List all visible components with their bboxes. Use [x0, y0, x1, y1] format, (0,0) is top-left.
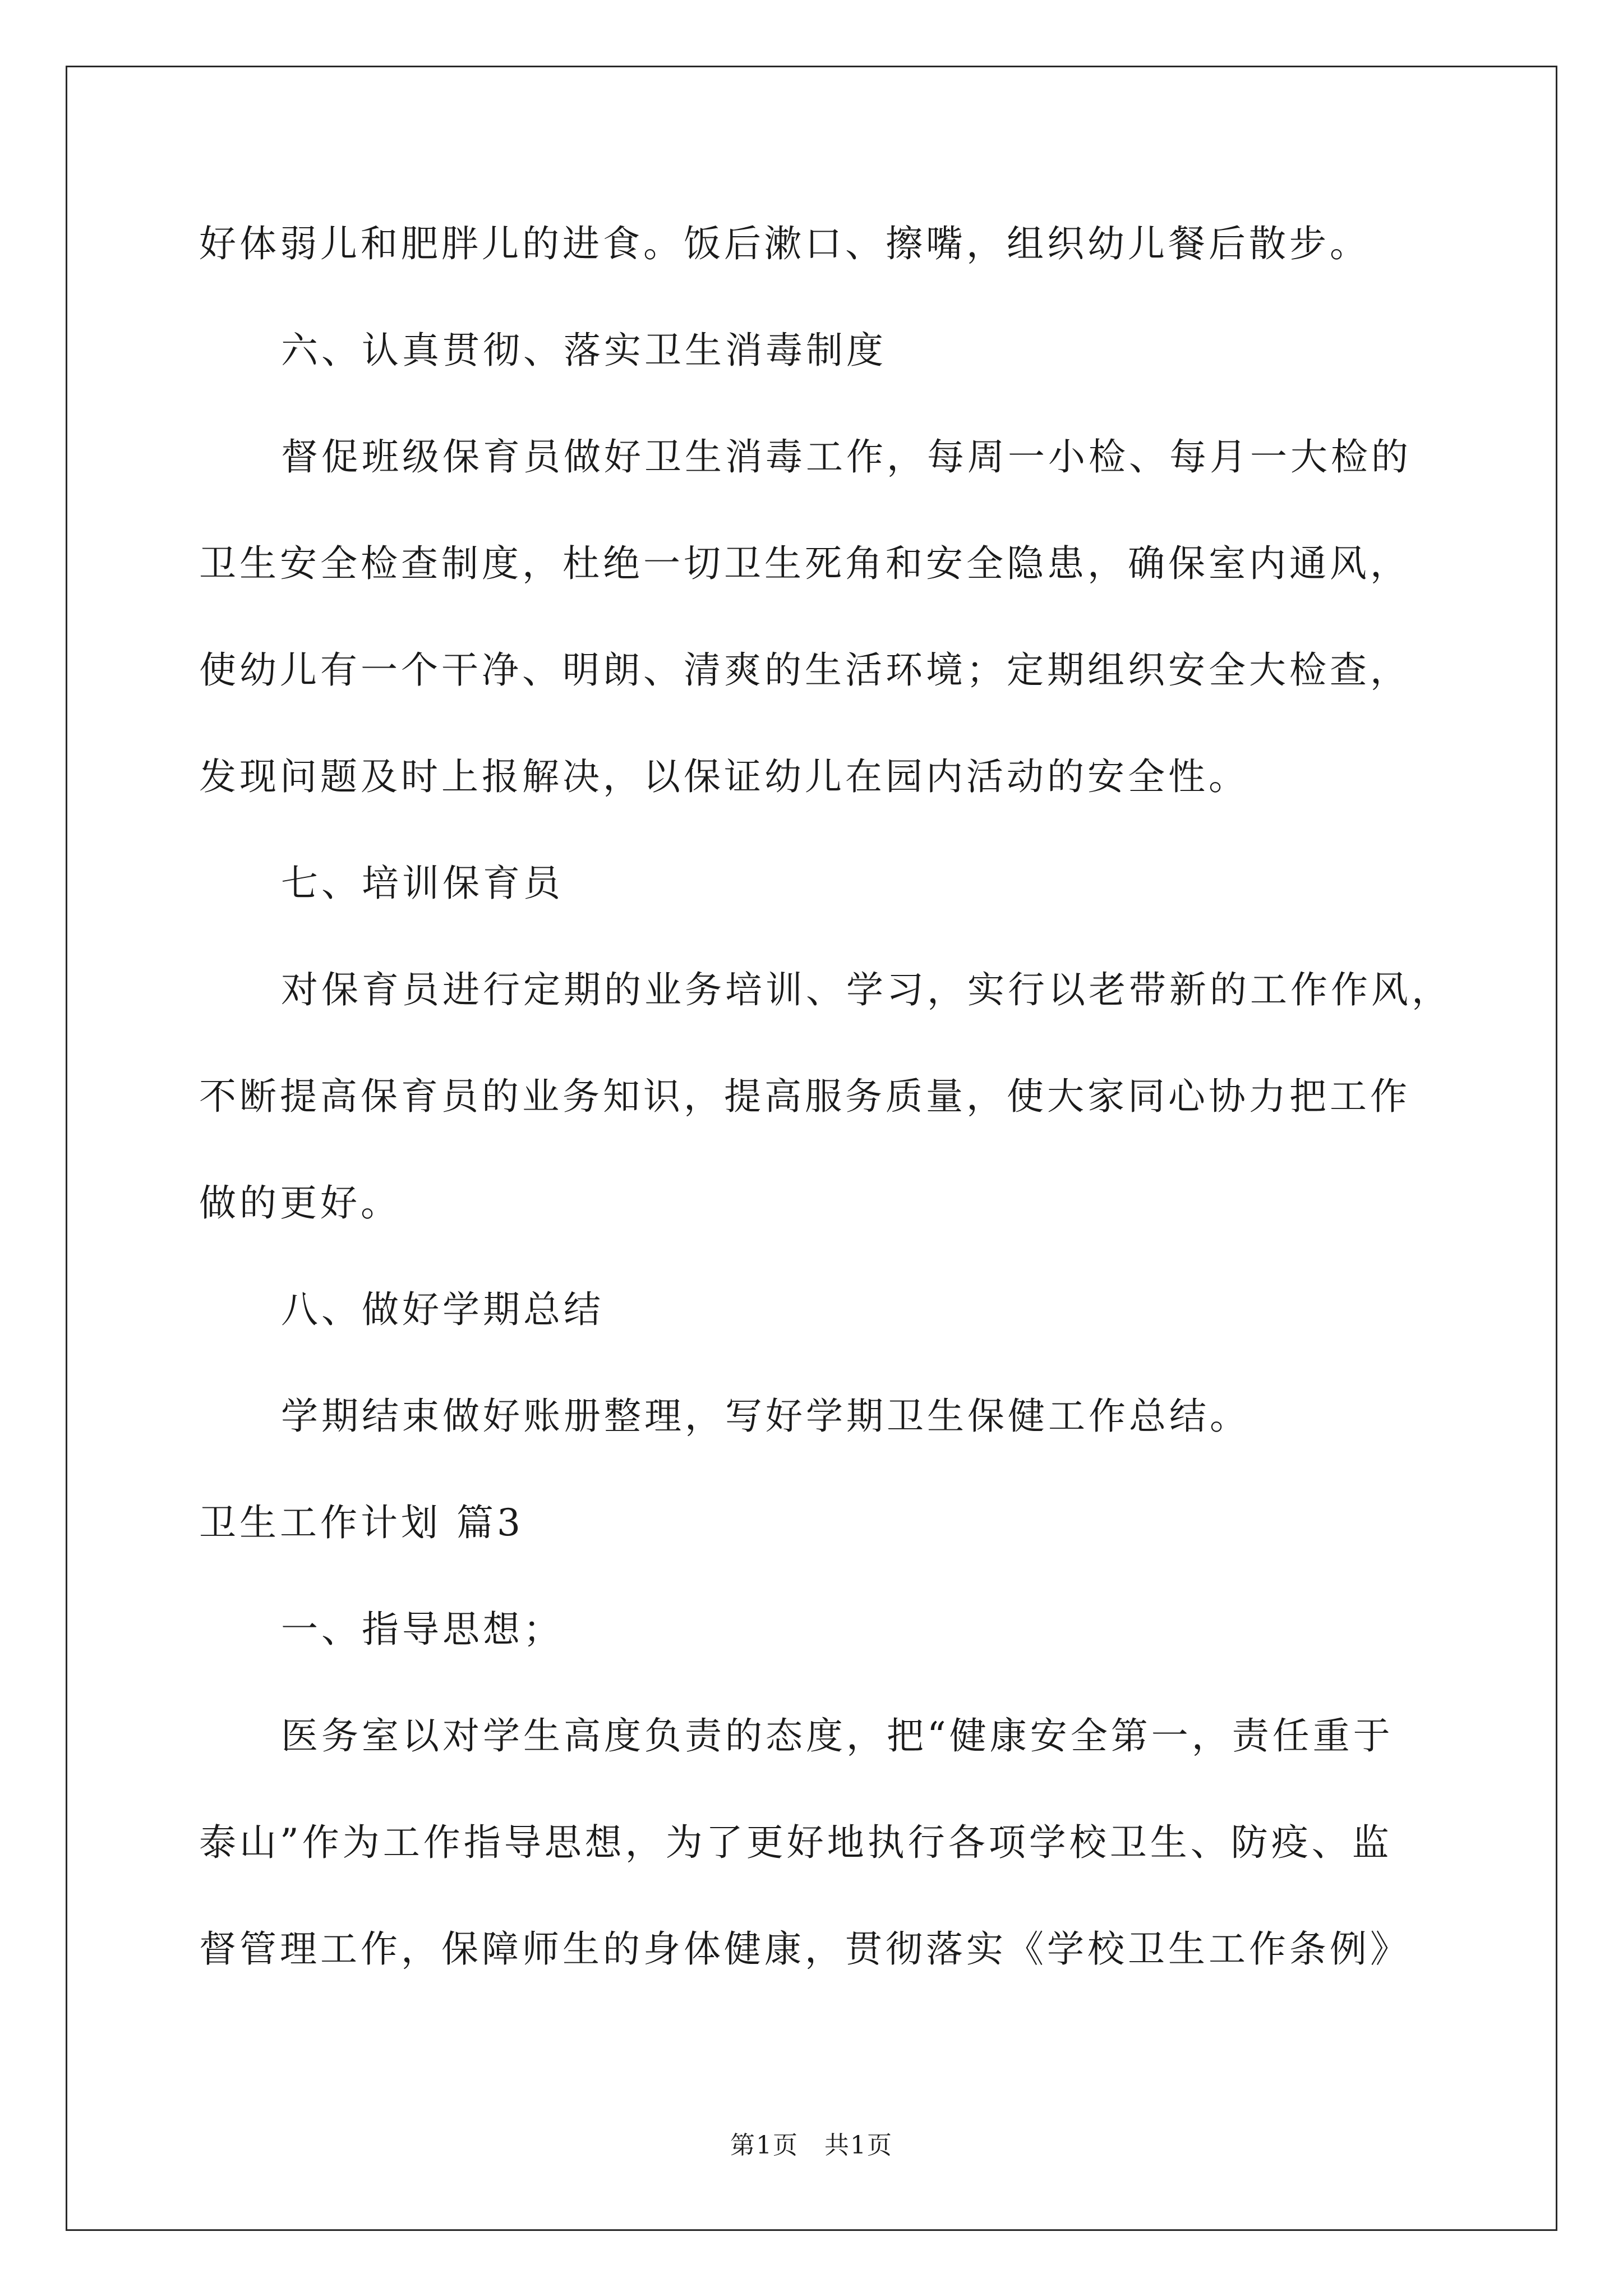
text-line: 督管理工作，保障师生的身体健康，贯彻落实《学校卫生工作条例》 — [199, 1927, 1410, 1971]
text-line: 对保育员进行定期的业务培训、学习，实行以老带新的工作作风， — [281, 968, 1452, 1011]
page-border — [66, 66, 1557, 2231]
text-line: 使幼儿有一个干净、明朗、清爽的生活环境；定期组织安全大检查， — [199, 648, 1410, 692]
section-heading: 六、认真贯彻、落实卫生消毒制度 — [281, 329, 887, 372]
text-line: 卫生安全检查制度，杜绝一切卫生死角和安全隐患，确保室内通风， — [199, 542, 1410, 585]
page-footer: 第1页 共1页 — [730, 2131, 893, 2160]
text-line: 好体弱儿和肥胖儿的进食。饭后漱口、擦嘴，组织幼儿餐后散步。 — [199, 222, 1370, 265]
text-line: 学期结束做好账册整理，写好学期卫生保健工作总结。 — [281, 1395, 1250, 1438]
text-line: 发现问题及时上报解决，以保证幼儿在园内活动的安全性。 — [199, 755, 1249, 798]
text-line: 督促班级保育员做好卫生消毒工作，每周一小检、每月一大检的 — [281, 435, 1412, 478]
text-line: 不断提高保育员的业务知识，提高服务质量，使大家同心协力把工作 — [199, 1075, 1410, 1118]
section-heading: 一、指导思想； — [281, 1608, 564, 1651]
text-line: 做的更好。 — [199, 1181, 401, 1225]
section-heading: 七、培训保育员 — [281, 862, 564, 905]
document-subtitle: 卫生工作计划 篇3 — [199, 1501, 524, 1544]
text-line: 医务室以对学生高度负责的态度，把“健康安全第一，责任重于 — [281, 1714, 1394, 1757]
text-line: 泰山”作为工作指导思想，为了更好地执行各项学校卫生、防疫、监 — [199, 1821, 1393, 1864]
section-heading: 八、做好学期总结 — [281, 1288, 604, 1331]
